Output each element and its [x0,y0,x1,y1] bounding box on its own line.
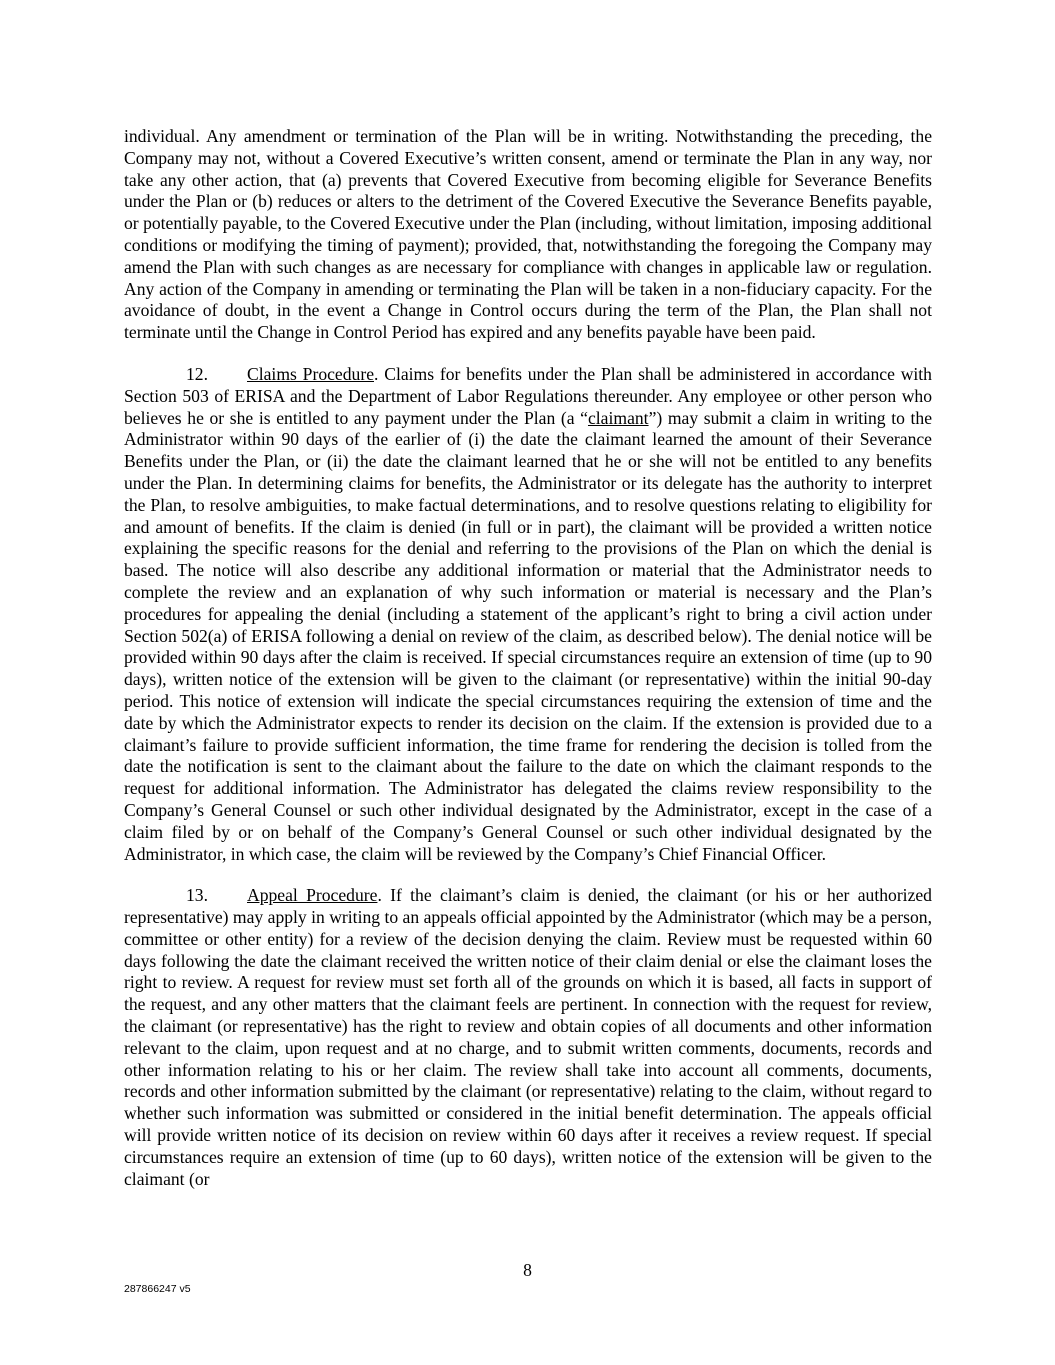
continued-paragraph-text: individual. Any amendment or termination of the Plan will be in writing. Notwithstanding the preceding, the Company may not, without a Covered Executive’s written consent, amend or terminate the Plan in any way, nor take any other action, that (a) prevents that Covered Executive from becoming eligible for Severance Benefits under the Plan or (b) reduces or alters to the detriment of the Covered Executive the Severance Benefits payable, or potentially payable, to the Covered Executive under the Plan (including, without limitation, imposing additional conditions or modifying the timing of payment); provided, that, notwithstanding the foregoing the Company may amend the Plan with such changes as are necessary for compliance with changes in applicable law or regulation. Any action of the Company in amending or terminating the Plan will be taken in a non-fiduciary capacity. For the avoidance of doubt, in the event a Change in Control occurs during the term of the Plan, the Plan shall not terminate until the Change in Control Period has expired and any benefits payable have been paid. [124,126,932,343]
section-13-number: 13. [186,885,208,906]
section-12-text-part2: ”) may submit a claim in writing to the Administrator within 90 days of the earlier of (i) the date the claimant learned the amount of their Severance Benefits under the Plan, or (ii) the date the claimant learned that he or she will not be entitled to any benefits under the Plan. In determining claims for benefits, the Administrator or its delegate has the authority to interpret the Plan, to resolve ambiguities, to make factual determinations, and to resolve questions relating to eligibility for and amount of benefits. If the claim is denied (in full or in part), the claimant will be provided a written notice explaining the specific reasons for the denial and referring to the provisions of the Plan on which the denial is based. The notice will also describe any additional information or material that the Administrator needs to complete the review and an explanation of why such information or material is necessary and the Plan’s procedures for appealing the denial (including a statement of the applicant’s right to bring a civil action under Section 502(a) of ERISA following a denial on review of the claim, as described below). The denial notice will be provided within 90 days after the claim is received. If special circumstances require an extension of time (up to 90 days), written notice of the extension will be given to the claimant (or representative) within the initial 90-day period. This notice of extension will indicate the special circumstances requiring the extension of time and the date by which the Administrator expects to render its decision on the claim. If the extension is provided due to a claimant’s failure to provide sufficient information, the time frame for rendering the decision is tolled from the date the notification is sent to the claimant about the failure to the date on which the claimant responds to the request for additional information. The Administrator has delegated the claims review responsibility to the Company’s General Counsel or such other individual designated by the Administrator, except in the case of a claim filed by or on behalf of the Company’s General Counsel or such other individual designated by the Administrator, in which case, the claim will be reviewed by the Company’s Chief Financial Officer. [124,407,933,864]
section-13-text: . If the claimant’s claim is denied, the claimant (or his or her authorized representative) may apply in writing to an appeals official appointed by the Administrator (which may be a person, committee or other entity) for a review of the decision denying the claim. Review must be requested within 60 days following the date the claimant received the written notice of their claim denial or else the claimant loses the right to review. A request for review must set forth all of the grounds on which it is based, all facts in support of the request, and any other matters that the claimant feels are pertinent. In connection with the request for review, the claimant (or representative) has the right to review and obtain copies of all documents and other information relevant to the claim, upon request and at no charge, and to submit written comments, documents, records and other information relating to his or her claim. The review shall take into account all comments, documents, records and other information submitted by the claimant (or representative) relating to the claim, without regard to whether such information was submitted or considered in the initial benefit determination. The appeals official will provide written notice of its decision on review within 60 days after it receives a review request. If special circumstances require an extension of time (up to 60 days), written notice of the extension will be given to the claimant (or [124,885,932,1189]
document-body [124,126,932,1190]
section-12-number: 12. [186,363,208,384]
document-id: 287866247 v5 [124,1283,191,1295]
section-13-appeal-procedure [124,885,932,1190]
section-12-heading: Claims Procedure [247,363,374,384]
section-12-defined-term: claimant [587,407,649,428]
continued-paragraph [124,126,932,344]
section-13-heading: Appeal Procedure [247,885,378,906]
section-12-claims-procedure [124,364,932,865]
section-12-text-part1: . Claims for benefits under the Plan shall be administered in accordance with Section 503 of ERISA and the Department of Labor Regulations thereunder. Any employee or other person who believes he or she is entitled to any payment under the Plan (a “ [124,363,932,428]
page-number: 8 [523,1260,532,1280]
